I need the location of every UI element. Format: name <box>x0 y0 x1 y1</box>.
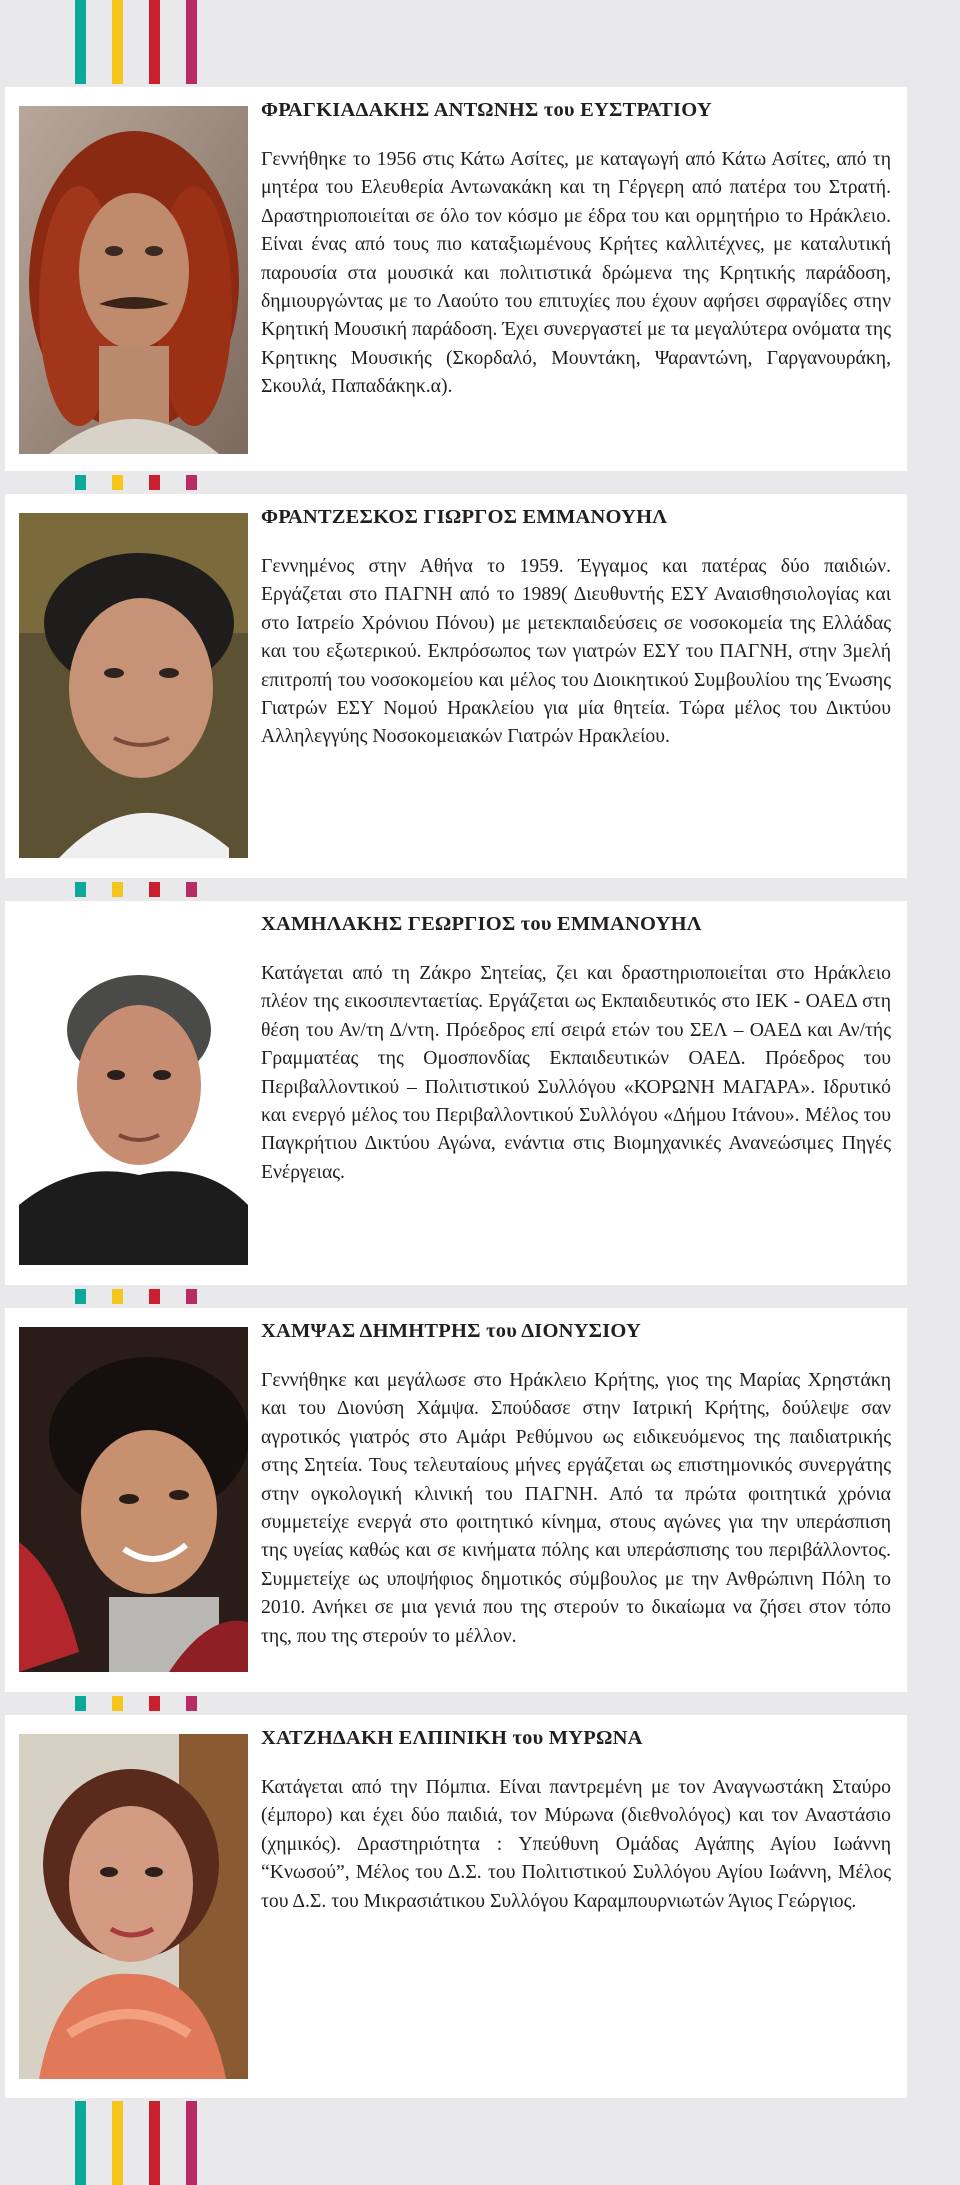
member-photo-3 <box>19 945 248 1265</box>
stripe-teal <box>75 1696 86 1711</box>
stripe-teal <box>75 0 86 84</box>
member-text-2 <box>261 504 891 751</box>
bottom-stripes <box>75 2101 197 2185</box>
stripe-yellow <box>112 475 123 490</box>
stripe-magenta <box>186 0 197 84</box>
member-bio: Κατάγεται από τη Ζάκρο Σητείας, ζει και δραστηριοποιείται στο Ηράκλειο πλέον της εικοσιπενταετίας. Εργάζεται ως Εκπαιδευτικός στο ΙΕΚ - ΟΑΕΔ στη θέση του Αν/τη Δ/ντη. Πρόεδρος επί σειρά ετών του ΣΕΛ – ΟΑΕΔ και Αν/τής Γραμματέας της Ομοσπονδίας Εκπαιδευτικών ΟΑΕΔ. Πρόεδρος του Περιβαλλοντικού – Πολιτιστικού Συλλόγου «ΚΟΡΩΝΗ ΜΑΓΑΡΑ». Ιδρυτικό και ενεργό μέλος του Περιβαλλοντικού Συλλόγου «Δήμου Ιτάνου». Μέλος του Παγκρήτιου Δικτύου Αγώνα, ενάντια στις Βιομηχανικές Ανανεώσιμες Πηγές Ενέργειας. <box>261 962 891 1183</box>
stripe-red <box>149 1696 160 1711</box>
stripe-magenta <box>186 1289 197 1304</box>
member-bio: Γεννήθηκε το 1956 στις Κάτω Ασίτες, με καταγωγή από Κάτω Ασίτες, από τη μητέρα του Ελευθερία Αντωνακάκη και τη Γέργερη από πατέρα του Στρατή. Δραστηριοποιείται σε όλο τον κόσμο με έδρα του και ορμητήριο το Ηράκλειο. Είναι ένας από τους πιο καταξιωμένους Κρήτες καλλιτέχνες, με καταλυτική παρουσία στα μουσικά και πολιτιστικά δρώμενα της Κρητικής παράδοση, δημιουργώντας με το Λαούτο του επιτυχίες που έχουν αφήσει σφραγίδες στην Κρητική Μουσική παράδοση. Έχει συνεργαστεί με τα μεγαλύτερα ονόματα της Κρητικης Μουσικής (Σκορδαλό, Μουντάκη, Ψαραντώνη, Γαργανουράκη, Σκουλά, Παπαδάκηκ.α). <box>261 148 891 398</box>
member-name: ΧΑΤΖΗΔΑΚΗ ΕΛΠΙΝΙΚΗ του ΜΥΡΩΝΑ <box>261 1727 643 1749</box>
stripe-teal <box>75 1289 86 1304</box>
stripe-red <box>149 0 160 84</box>
member-card-2 <box>5 494 907 878</box>
stripe-teal <box>75 2101 86 2185</box>
member-text-4 <box>261 1318 891 1650</box>
stripe-yellow <box>112 0 123 84</box>
member-photo-4 <box>19 1327 248 1672</box>
member-photo-5 <box>19 1734 248 2079</box>
divider-stripes-3 <box>75 1289 197 1304</box>
member-photo-2 <box>19 513 248 858</box>
member-bio: Κατάγεται από την Πόμπια. Είναι παντρεμένη με τον Αναγνωστάκη Σταύρο (έμπορο) και έχει δύο παιδιά, τον Μύρωνα (διεθνολόγος) και τον Αναστάσιο (χημικός). Δραστηριότητα : Υπεύθυνη Ομάδας Αγάπης Αγίου Ιωάννη “Κνωσού”, Μέλος του Δ.Σ. του Πολιτιστικού Συλλόγου Αγίου Ιωάννη, Μέλος του Δ.Σ. του Μικρασιάτικου Συλλόγου Καραμπουρνιωτών Άγιος Γεώργιος. <box>261 1776 891 1912</box>
stripe-yellow <box>112 1289 123 1304</box>
stripe-yellow <box>112 2101 123 2185</box>
member-card-5 <box>5 1715 907 2098</box>
top-stripes <box>75 0 197 84</box>
member-card-1 <box>5 87 907 471</box>
member-card-4 <box>5 1308 907 1692</box>
stripe-yellow <box>112 882 123 897</box>
stripe-magenta <box>186 475 197 490</box>
stripe-magenta <box>186 882 197 897</box>
stripe-red <box>149 475 160 490</box>
stripe-magenta <box>186 1696 197 1711</box>
stripe-magenta <box>186 2101 197 2185</box>
member-card-3 <box>5 901 907 1285</box>
member-text-5 <box>261 1725 891 1915</box>
divider-stripes-1 <box>75 475 197 490</box>
stripe-teal <box>75 882 86 897</box>
member-bio: Γεννήθηκε και μεγάλωσε στο Ηράκλειο Κρήτης, γιος της Μαρίας Χρηστάκη και του Διονύση Χάμψα. Σπούδασε στην Ιατρική Κρήτης, δούλεψε σαν αγροτικός γιατρός στο Αμάρι Ρεθύμνου ως ειδικευόμενος της παιδιατρικής στης Σητεία. Τους τελευταίους μήνες εργάζεται ως επιστημονικός συνεργάτης στην ογκολογική κλινική του ΠΑΓΝΗ. Από τα πρώτα φοιτητικά χρόνια συμμετείχε ενεργά στο φοιτητικό κίνημα, στους αγώνες για την υπεράσπιση της υγείας καθώς και σε κινήματα πόλης και υπεράσπισης του περιβάλλοντος. Συμμετείχε ως υποψήφιος δημοτικός σύμβουλος με την Ανθρώπινη Πόλη το 2010. Ανήκει σε μια γενιά που της στερούν το δικαίωμα να ζήσει στον τόπο της, που της στερούν το μέλλον. <box>261 1369 891 1647</box>
member-name: ΧΑΜΗΛΑΚΗΣ ΓΕΩΡΓΙΟΣ του ΕΜΜΑΝΟΥΗΛ <box>261 913 702 935</box>
stripe-red <box>149 882 160 897</box>
divider-stripes-2 <box>75 882 197 897</box>
member-text-3 <box>261 911 891 1186</box>
stripe-red <box>149 1289 160 1304</box>
member-name: ΧΑΜΨΑΣ ΔΗΜΗΤΡΗΣ του ΔΙΟΝΥΣΙΟΥ <box>261 1320 642 1342</box>
divider-stripes-4 <box>75 1696 197 1711</box>
member-name: ΦΡΑΝΤΖΕΣΚΟΣ ΓΙΩΡΓΟΣ ΕΜΜΑΝΟΥΗΛ <box>261 506 668 528</box>
member-text-1 <box>261 97 891 401</box>
member-name: ΦΡΑΓΚΙΑΔΑΚΗΣ ΑΝΤΩΝΗΣ του ΕΥΣΤΡΑΤΙΟΥ <box>261 99 712 121</box>
stripe-teal <box>75 475 86 490</box>
stripe-red <box>149 2101 160 2185</box>
stripe-yellow <box>112 1696 123 1711</box>
member-bio: Γεννημένος στην Αθήνα το 1959. Έγγαμος και πατέρας δύο παιδιών. Εργάζεται στο ΠΑΓΝΗ από το 1989( Διευθυντής ΕΣΥ Αναισθησιολογίας και στο Ιατρείο Χρόνιου Πόνου) με μετεκπαιδεύσεις σε νοσοκομεία της Ελλάδας και του εξωτερικού. Εκπρόσωπος των γιατρών ΕΣΥ του ΠΑΓΝΗ, στην 3μελή επιτροπή του νοσοκομείου και μέλος του Διοικητικού Συμβουλίου της Ένωσης Γιατρών ΕΣΥ Νομού Ηρακλείου για μία θητεία. Τώρα μέλος του Δικτύου Αλληλεγγύης Νοσοκομειακών Γιατρών Ηρακλείου. <box>261 555 891 748</box>
member-photo-1 <box>19 106 248 454</box>
